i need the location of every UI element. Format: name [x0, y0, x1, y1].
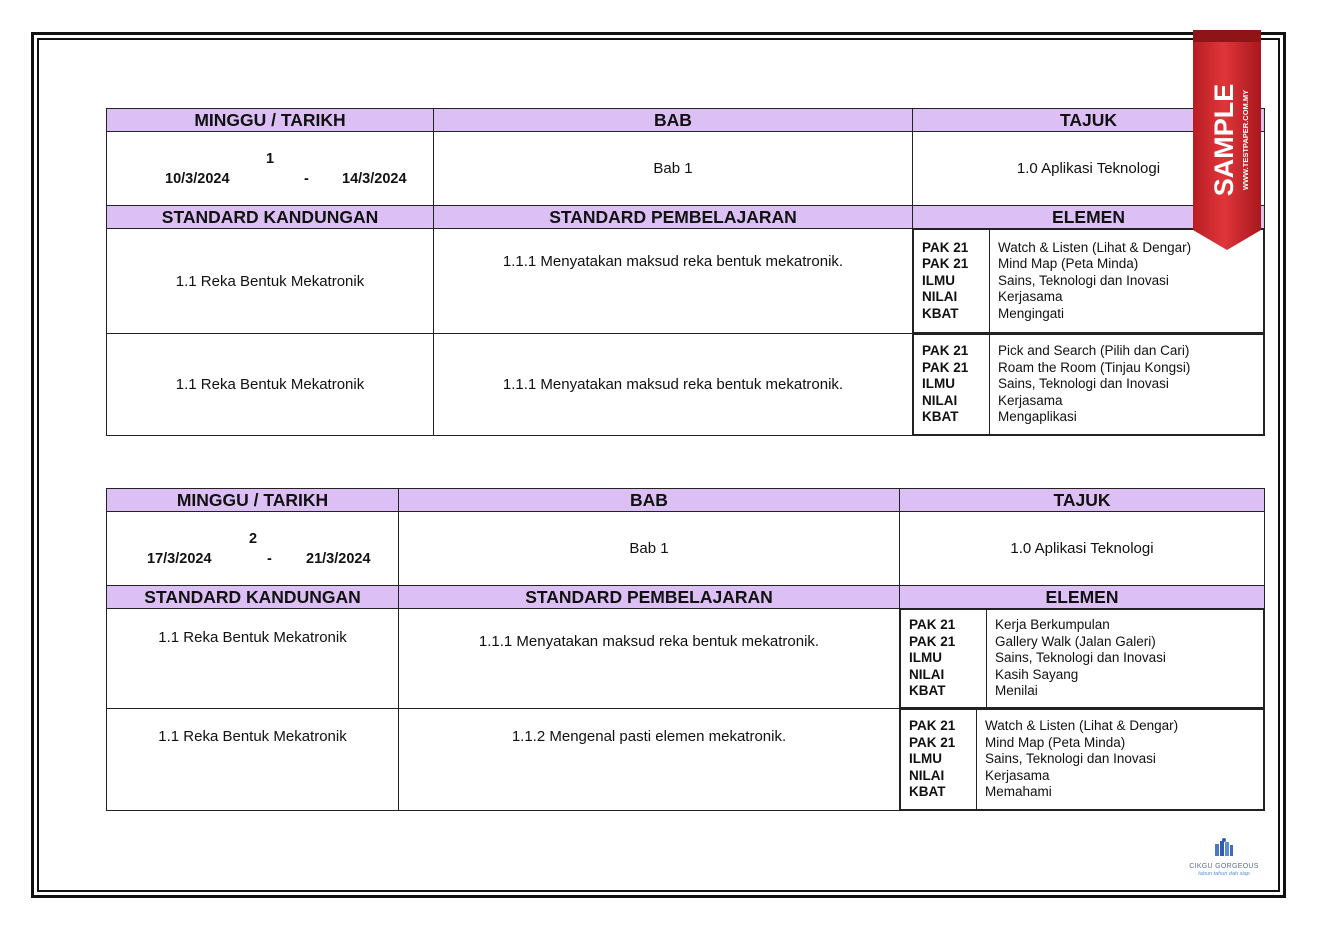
header-minggu: MINGGU / TARIKH [107, 109, 434, 132]
elemen-value: Mind Map (Peta Minda) [998, 256, 1139, 272]
elemen-value: Mengaplikasi [998, 409, 1077, 425]
elemen-key: ILMU [909, 650, 942, 666]
elemen-value: Mengingati [998, 305, 1065, 321]
header-tajuk: TAJUK [913, 109, 1265, 132]
elemen-cell [900, 609, 1265, 709]
elemen-key: PAK 21 [909, 718, 956, 734]
sample-text: SAMPLE [1209, 83, 1239, 197]
elemen-key: PAK 21 [909, 617, 956, 633]
elemen-value: Watch & Listen (Lihat & Dengar) [998, 239, 1192, 255]
elemen-value: Kerjasama [998, 289, 1063, 305]
tajuk-value: 1.0 Aplikasi Teknologi [900, 512, 1265, 586]
header-elemen: ELEMEN [900, 586, 1265, 609]
logo-name: CIKGU GORGEOUS [1189, 863, 1259, 870]
elemen-value: Gallery Walk (Jalan Galeri) [995, 633, 1156, 649]
week-date-cell [107, 132, 434, 206]
elemen-value: Menilai [995, 683, 1038, 699]
standard-kandungan: 1.1 Reka Bentuk Mekatronik [107, 609, 399, 709]
elemen-keys [914, 335, 990, 435]
elemen-key: KBAT [909, 784, 946, 800]
week-table [106, 108, 1265, 436]
elemen-keys [901, 610, 987, 708]
elemen-value: Mind Map (Peta Minda) [985, 734, 1126, 750]
header-elemen: ELEMEN [913, 206, 1265, 229]
elemen-key: NILAI [909, 666, 945, 682]
header-minggu: MINGGU / TARIKH [107, 489, 399, 512]
elemen-list [913, 334, 1264, 435]
end-date: 21/3/2024 [306, 551, 371, 567]
header-bab: BAB [399, 489, 900, 512]
elemen-list [900, 709, 1264, 810]
elemen-key: NILAI [922, 289, 958, 305]
sample-url: WWW.TESTPAPER.COM.MY [1241, 89, 1250, 191]
header-standard-kandungan: STANDARD KANDUNGAN [107, 586, 399, 609]
elemen-key: KBAT [922, 305, 959, 321]
header-standard-kandungan: STANDARD KANDUNGAN [107, 206, 434, 229]
elemen-list [900, 609, 1264, 708]
standard-pembelajaran: 1.1.1 Menyatakan maksud reka bentuk mekatronik. [399, 609, 900, 709]
elemen-key: PAK 21 [922, 343, 969, 359]
books-icon [1209, 838, 1239, 858]
elemen-key: ILMU [909, 751, 942, 767]
header-tajuk: TAJUK [900, 489, 1265, 512]
elemen-key: NILAI [909, 767, 945, 783]
tajuk-value: 1.0 Aplikasi Teknologi [913, 132, 1265, 206]
standard-pembelajaran: 1.1.1 Menyatakan maksud reka bentuk mekatronik. [434, 229, 913, 334]
elemen-keys [914, 230, 990, 333]
start-date: 10/3/2024 [165, 171, 230, 187]
elemen-key: PAK 21 [922, 359, 969, 375]
elemen-value: Memahami [985, 784, 1052, 800]
elemen-key: PAK 21 [909, 633, 956, 649]
elemen-value: Sains, Teknologi dan Inovasi [995, 650, 1166, 666]
elemen-value: Sains, Teknologi dan Inovasi [985, 751, 1156, 767]
date-separator: - [304, 171, 309, 187]
elemen-value: Watch & Listen (Lihat & Dengar) [985, 718, 1179, 734]
week-table [106, 488, 1265, 811]
elemen-key: KBAT [922, 409, 959, 425]
standard-kandungan: 1.1 Reka Bentuk Mekatronik [107, 334, 434, 436]
elemen-value: Kerjasama [998, 392, 1063, 408]
header-standard-pembelajaran: STANDARD PEMBELAJARAN [434, 206, 913, 229]
bab-value: Bab 1 [434, 132, 913, 206]
elemen-cell [913, 334, 1265, 436]
elemen-value: Kerjasama [985, 767, 1050, 783]
sample-watermark [1199, 70, 1259, 210]
cikgu-gorgeous-logo [1183, 838, 1265, 880]
start-date: 17/3/2024 [147, 551, 212, 567]
header-bab: BAB [434, 109, 913, 132]
elemen-keys [901, 710, 977, 810]
elemen-value: Sains, Teknologi dan Inovasi [998, 376, 1169, 392]
elemen-values [987, 610, 1264, 708]
week-date-cell [107, 512, 399, 586]
elemen-key: PAK 21 [909, 734, 956, 750]
elemen-key: ILMU [922, 272, 955, 288]
elemen-key: KBAT [909, 683, 946, 699]
elemen-values [977, 710, 1264, 810]
end-date: 14/3/2024 [342, 171, 407, 187]
standard-kandungan: 1.1 Reka Bentuk Mekatronik [107, 229, 434, 334]
header-standard-pembelajaran: STANDARD PEMBELAJARAN [399, 586, 900, 609]
date-separator: - [267, 551, 272, 567]
elemen-key: NILAI [922, 392, 958, 408]
elemen-value: Kerja Berkumpulan [995, 617, 1110, 633]
elemen-value: Roam the Room (Tinjau Kongsi) [998, 359, 1191, 375]
standard-kandungan: 1.1 Reka Bentuk Mekatronik [107, 709, 399, 811]
elemen-value: Kasih Sayang [995, 666, 1079, 682]
elemen-cell [900, 709, 1265, 811]
elemen-key: PAK 21 [922, 256, 969, 272]
logo-tagline: tahun tahun dah siap [1198, 871, 1250, 877]
elemen-value: Pick and Search (Pilih dan Cari) [998, 343, 1190, 359]
elemen-value: Sains, Teknologi dan Inovasi [998, 272, 1169, 288]
elemen-values [990, 335, 1264, 435]
week-number: 1 [266, 151, 275, 167]
bab-value: Bab 1 [399, 512, 900, 586]
week-number: 2 [249, 531, 258, 547]
elemen-key: ILMU [922, 376, 955, 392]
elemen-key: PAK 21 [922, 239, 969, 255]
standard-pembelajaran: 1.1.1 Menyatakan maksud reka bentuk mekatronik. [434, 334, 913, 436]
standard-pembelajaran: 1.1.2 Mengenal pasti elemen mekatronik. [399, 709, 900, 811]
